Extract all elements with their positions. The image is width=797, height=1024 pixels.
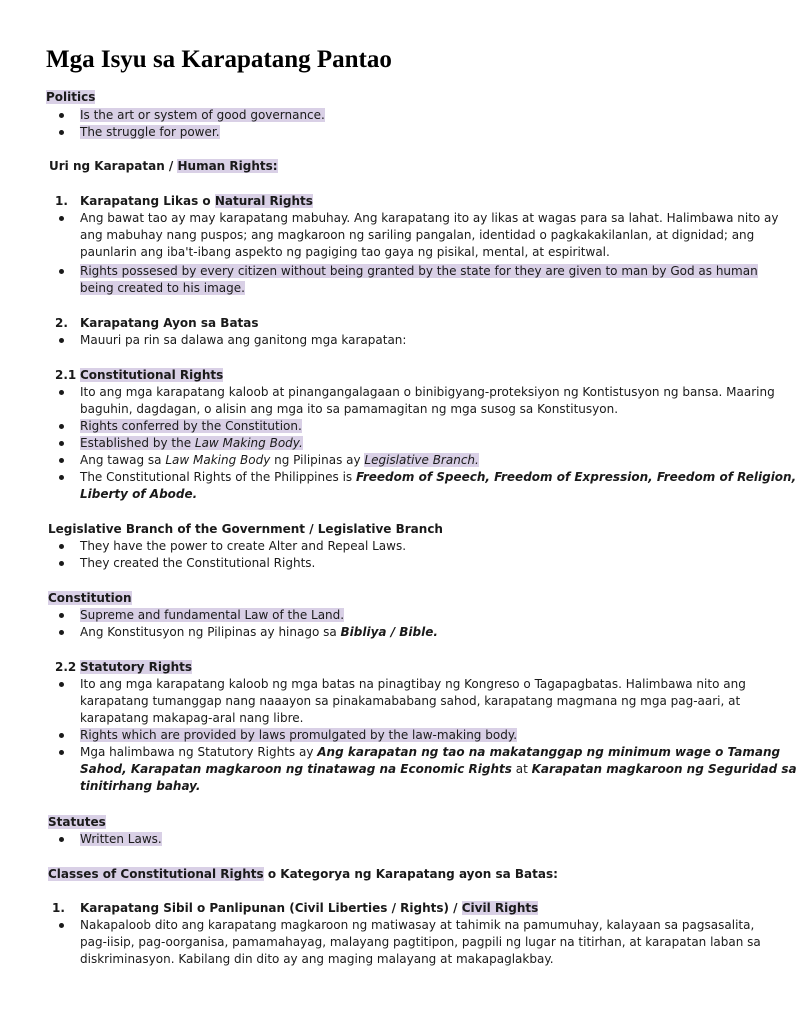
paragraph-line: Rights possesed by every citizen without being granted by the state for they are given to man by God as human xyxy=(80,264,758,278)
bullet-icon xyxy=(59,923,64,928)
paragraph-line: Ang Konstitusyon ng Pilipinas ay hinago sa Bibliya / Bible. xyxy=(80,625,438,639)
list-number: 1. xyxy=(55,194,68,208)
bullet-icon xyxy=(59,561,64,566)
bullet-icon xyxy=(59,613,64,618)
paragraph-line: karapatang makapag-aral nang libre. xyxy=(80,711,304,725)
paragraph-line: They have the power to create Alter and Repeal Laws. xyxy=(80,539,407,553)
paragraph-line: The Constitutional Rights of the Philippines is Freedom of Speech, Freedom of Expression, Freedom of Religion, xyxy=(80,470,797,484)
list-number: 2.2 xyxy=(55,660,77,674)
politics-item-1: Is the art or system of good governance. xyxy=(80,108,325,122)
paragraph-line: Supreme and fundamental Law of the Land. xyxy=(80,608,345,622)
bullet-icon xyxy=(59,475,64,480)
paragraph-line: Liberty of Abode. xyxy=(80,487,198,501)
paragraph-line: ang mabuhay nang puspos; ang magkaroon ng sariling pangalan, identidad o pagkakakilanlan, at dignidad; ang xyxy=(80,228,755,242)
legislative-heading: Legislative Branch of the Government / Legislative Branch xyxy=(48,522,443,536)
paragraph-line: They created the Constitutional Rights. xyxy=(80,556,316,570)
bullet-icon xyxy=(59,216,64,221)
rights-type-heading: Uri ng Karapatan / Human Rights: xyxy=(49,159,278,173)
bullet-icon xyxy=(59,113,64,118)
bullet-icon xyxy=(59,390,64,395)
classes-heading: Classes of Constitutional Rights o Kategorya ng Karapatang ayon sa Batas: xyxy=(48,867,558,881)
paragraph-line: baguhin, dagdagan, o alisin ang mga ito sa pamamagitan ng mga susog sa Konstitusyon. xyxy=(80,402,619,416)
politics-item-2: The struggle for power. xyxy=(80,125,220,139)
paragraph-line: Established by the Law Making Body. xyxy=(80,436,303,450)
list-number: 1. xyxy=(52,901,65,915)
bullet-icon xyxy=(59,130,64,135)
paragraph-line: being created to his image. xyxy=(80,281,245,295)
bullet-icon xyxy=(59,837,64,842)
natural-rights-heading: Karapatang Likas o Natural Rights xyxy=(80,194,313,208)
paragraph-line: Ang tawag sa Law Making Body ng Pilipinas ay Legislative Branch. xyxy=(80,453,479,467)
legal-rights-heading: Karapatang Ayon sa Batas xyxy=(80,316,259,330)
paragraph-line: paunlarin ang iba't-ibang aspekto ng pagiging tao gaya ng pisikal, mental, at espiritwal. xyxy=(80,245,610,259)
bullet-icon xyxy=(59,544,64,549)
paragraph-line: pag-iisip, pag-oorganisa, pamamahayag, malayang pagtitipon, pagpili ng lugar na titirhan, at karapatan laban sa xyxy=(80,935,761,949)
paragraph-line: Mga halimbawa ng Statutory Rights ay Ang karapatan ng tao na makatanggap ng minimum wage o Tamang xyxy=(80,745,781,759)
bullet-icon xyxy=(59,682,64,687)
bullet-icon xyxy=(59,458,64,463)
paragraph-line: Rights which are provided by laws promulgated by the law-making body. xyxy=(80,728,518,742)
paragraph-line: Written Laws. xyxy=(80,832,162,846)
constitutional-rights-heading: Constitutional Rights xyxy=(80,368,224,382)
bullet-icon xyxy=(59,424,64,429)
bullet-icon xyxy=(59,733,64,738)
bullet-icon xyxy=(59,269,64,274)
statutory-rights-heading: Statutory Rights xyxy=(80,660,193,674)
paragraph-line: Ito ang mga karapatang kaloob at pinangangalagaan o binibigyang-proteksiyon ng Kontistusyon ng bansa. Maaring xyxy=(80,385,775,399)
paragraph-line: diskriminasyon. Kabilang din dito ay ang maging malayang at makapaglakbay. xyxy=(80,952,554,966)
paragraph-line: Ang bawat tao ay may karapatang mabuhay. Ang karapatang ito ay likas at wagas para sa lahat. Halimbawa nito ay xyxy=(80,211,779,225)
list-number: 2.1 xyxy=(55,368,77,382)
paragraph-line: Mauuri pa rin sa dalawa ang ganitong mga karapatan: xyxy=(80,333,407,347)
bullet-icon xyxy=(59,338,64,343)
paragraph-line: Nakapaloob dito ang karapatang magkaroon ng matiwasay at tahimik na pamumuhay, kalayaan sa pagsasalita, xyxy=(80,918,755,932)
bullet-icon xyxy=(59,441,64,446)
politics-heading: Politics xyxy=(46,90,96,104)
list-number: 2. xyxy=(55,316,68,330)
bullet-icon xyxy=(59,750,64,755)
paragraph-line: tinitirhang bahay. xyxy=(80,779,201,793)
page-title: Mga Isyu sa Karapatang Pantao xyxy=(46,46,392,73)
statutes-heading: Statutes xyxy=(48,815,106,829)
paragraph-line: Sahod, Karapatan magkaroon ng tinatawag na Economic Rights at Karapatan magkaroon ng Seguridad sa xyxy=(80,762,797,776)
paragraph-line: Rights conferred by the Constitution. xyxy=(80,419,302,433)
paragraph-line: Ito ang mga karapatang kaloob ng mga batas na pinagtibay ng Kongreso o Tagapagbatas. Halimbawa nito ang xyxy=(80,677,746,691)
bullet-icon xyxy=(59,630,64,635)
paragraph-line: karapatang tumanggap nang naaayon sa pinakamababang sahod, karapatang magmana ng mga pag-aari, at xyxy=(80,694,741,708)
constitution-heading: Constitution xyxy=(48,591,132,605)
civil-rights-heading: Karapatang Sibil o Panlipunan (Civil Liberties / Rights) / Civil Rights xyxy=(80,901,539,915)
